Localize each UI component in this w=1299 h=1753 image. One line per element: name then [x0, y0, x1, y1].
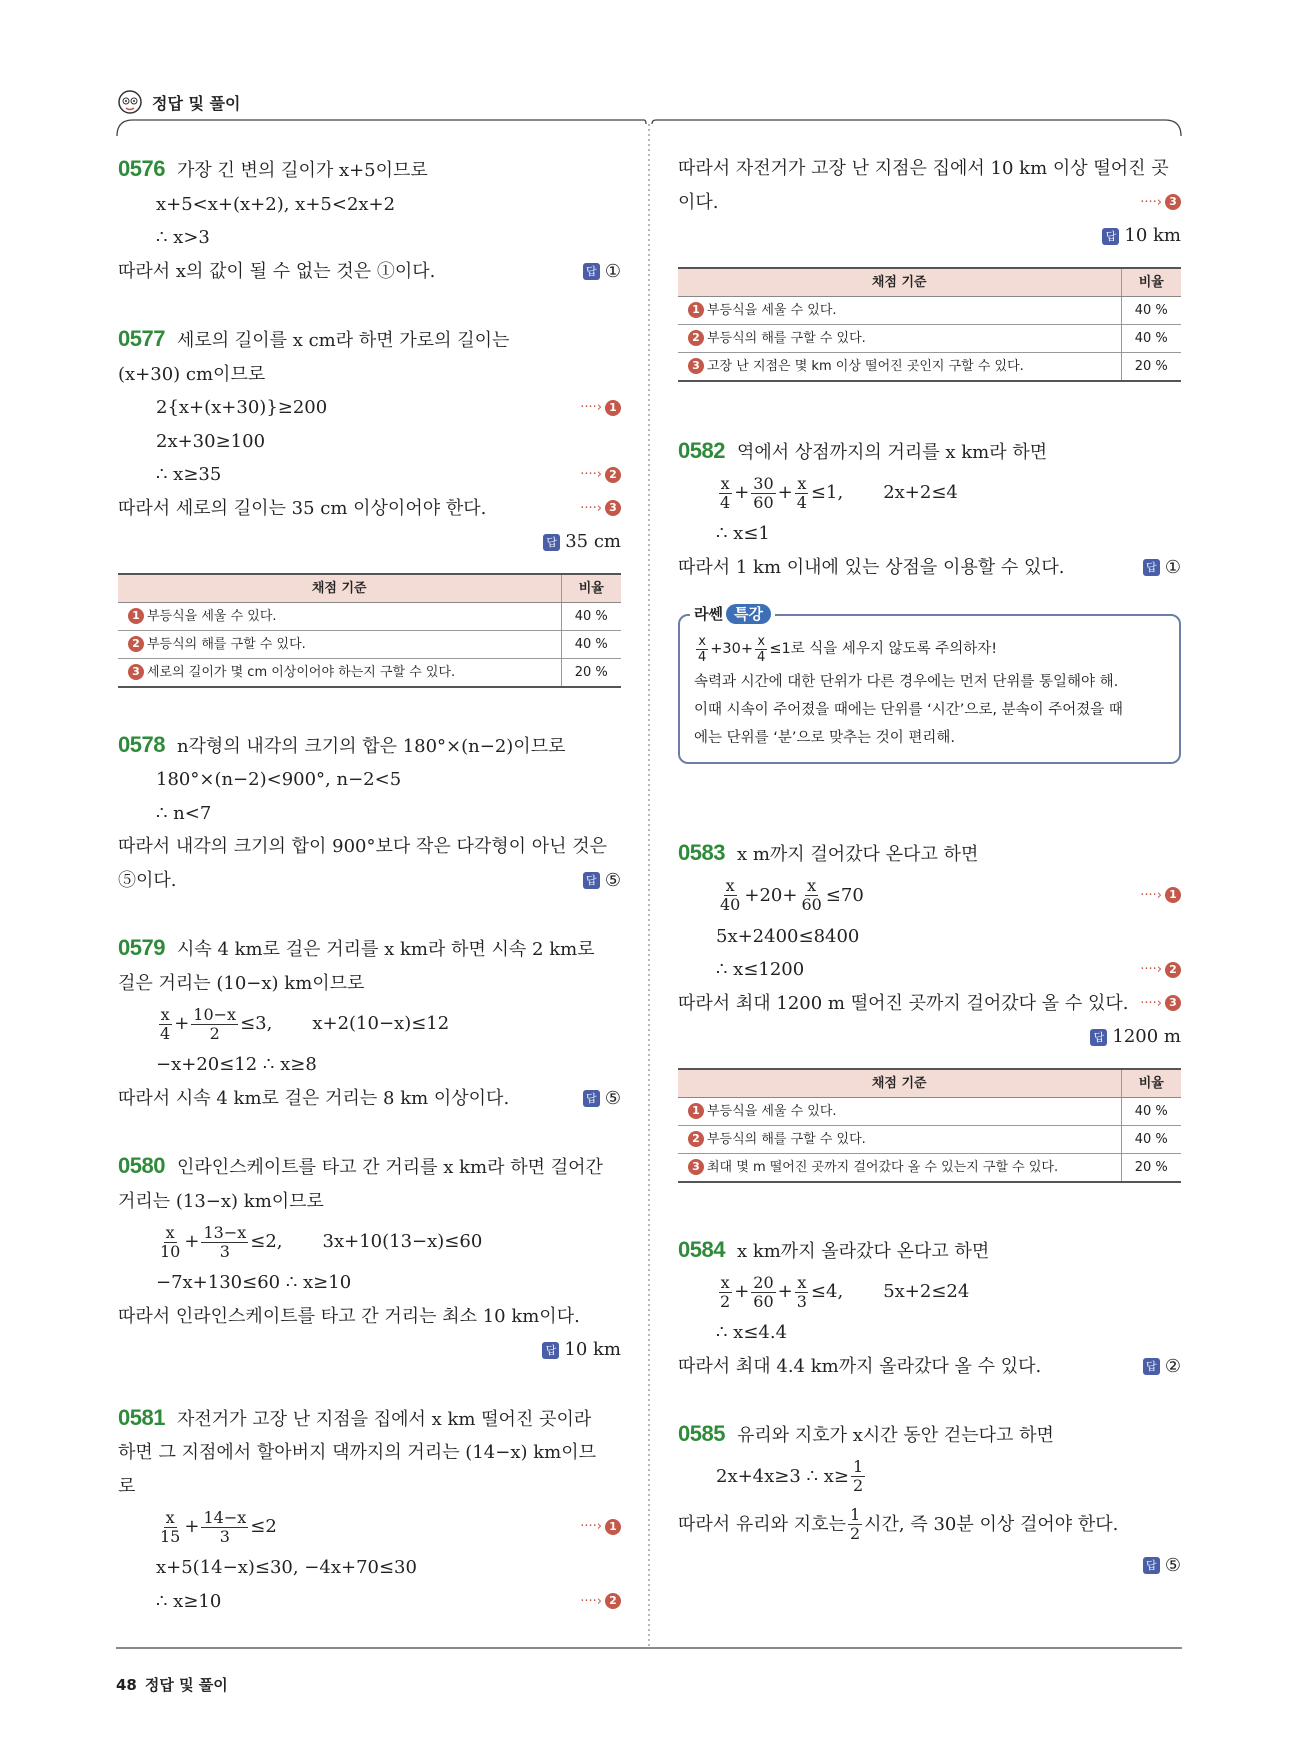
problem-0583 — [678, 836, 1181, 1183]
numerator: x — [757, 633, 766, 649]
ratio: 20 % — [1121, 352, 1181, 381]
answer — [678, 1549, 1181, 1583]
numerator: x — [165, 1222, 175, 1242]
problem-0584 — [678, 1233, 1181, 1384]
math-line: ∴ x≥35 — [156, 464, 222, 485]
numerator: 13−x — [203, 1222, 247, 1242]
arrow: ····› — [1140, 887, 1162, 903]
denominator: 4 — [757, 649, 766, 665]
math-text: 5x+2≤24 — [883, 1281, 970, 1303]
denominator: 2 — [849, 1524, 861, 1543]
numerator: x — [720, 1272, 730, 1292]
problem-text: n각형의 내각의 크기의 합은 180°×(n−2)이므로 — [176, 735, 566, 757]
step-1-icon: 1 — [605, 400, 621, 416]
math-line: −x+20≤12 ∴ x≥8 — [156, 1054, 317, 1075]
numerator: 1 — [849, 1505, 861, 1524]
math-line: $\frac{x}{4}$ + $\frac{10-x}{2}$ ≤3, x+2(10−x)≤12 — [160, 1004, 450, 1043]
math-line: $\frac{x}{2}$ + $\frac{20}{60}$ + $\frac{x}{3}$ ≤4, 5x+2≤24 — [720, 1272, 970, 1311]
math-line: $\frac{x}{15}$ + $\frac{14-x}{3}$ ≤2 ····› 1 — [118, 1503, 621, 1551]
arrow: ····› — [580, 1519, 602, 1535]
math-text: ≤70 — [825, 884, 864, 906]
conclusion: 따라서 세로의 길이는 35 cm 이상이어야 한다. — [118, 497, 487, 519]
fraction — [696, 634, 708, 665]
answer-icon: 답 — [543, 534, 560, 551]
problem-number: 0576 — [118, 156, 165, 181]
math-line: ∴ x≤1200 — [716, 959, 805, 980]
fraction — [751, 475, 775, 512]
math-text: ≤1, — [810, 482, 844, 504]
problem-0581-continued — [678, 152, 1181, 382]
mascot-icon — [116, 88, 144, 116]
answer-value: ⑤ — [604, 1087, 621, 1109]
fraction — [851, 1458, 865, 1495]
step-marker — [1140, 186, 1181, 220]
right-column — [678, 152, 1181, 1616]
table-header: 비율 — [561, 574, 621, 603]
answer — [678, 219, 1181, 253]
ratio: 20 % — [561, 658, 621, 687]
answer-icon: 답 — [1143, 1557, 1160, 1574]
step-2-icon: 2 — [128, 636, 144, 652]
math-text: 2x+4x≥3 ∴ x≥ — [716, 1465, 849, 1487]
numerator: x — [165, 1507, 175, 1527]
conclusion: 따라서 시속 4 km로 걸은 거리는 8 km 이상이다. — [118, 1087, 510, 1109]
denominator: 60 — [801, 895, 822, 914]
denominator: 60 — [753, 1291, 774, 1311]
fraction — [751, 1274, 775, 1311]
answer — [583, 864, 621, 898]
criterion: 최대 몇 m 떨어진 곳까지 걸어갔다 올 수 있는지 구할 수 있다. — [707, 1159, 1059, 1175]
numerator: x — [797, 473, 807, 493]
problem-text: 유리와 지호가 x시간 동안 걷는다고 하면 — [736, 1425, 1054, 1446]
scoring-table — [118, 573, 621, 688]
math-line: ∴ x≥10 — [156, 1590, 222, 1612]
table-row — [678, 324, 1181, 352]
step-marker — [1140, 953, 1181, 987]
problem-text: x km까지 올라갔다 온다고 하면 — [736, 1240, 990, 1262]
step-3-icon: 3 — [688, 1159, 704, 1175]
answer-icon: 답 — [1143, 559, 1160, 576]
criterion: 부등식을 세울 수 있다. — [707, 1103, 837, 1119]
arrow: ····› — [1140, 962, 1162, 977]
numerator: 20 — [753, 1272, 774, 1292]
answer-value: ① — [1164, 556, 1181, 578]
step-marker — [1140, 879, 1181, 913]
answer — [678, 1020, 1181, 1054]
table-row — [678, 1125, 1181, 1153]
step-1-icon: 1 — [128, 608, 144, 624]
answer-value: 10 km — [1124, 225, 1181, 246]
fraction — [201, 1509, 248, 1546]
fraction — [158, 1224, 182, 1261]
step-marker — [580, 1510, 621, 1544]
tip-text: 이때 시속이 주어졌을 때에는 단위를 ‘시간’으로, 분속이 주어졌을 때 — [694, 702, 1123, 718]
problem-0576 — [118, 152, 621, 288]
ratio: 40 % — [1121, 296, 1181, 324]
numerator: x — [797, 1272, 807, 1292]
criterion: 고장 난 지점은 몇 km 이상 떨어진 곳인지 구할 수 있다. — [707, 358, 1024, 374]
tip-badge-label: 라쎈 — [694, 605, 723, 623]
denominator: 3 — [796, 1291, 807, 1311]
criterion: 부등식을 세울 수 있다. — [147, 608, 277, 624]
arrow: ····› — [580, 400, 602, 415]
problem-text: 인라인스케이트를 타고 간 거리를 x km라 하면 걸어간 — [176, 1157, 603, 1178]
math-line: x+5<x+(x+2), x+5<2x+2 — [156, 193, 396, 215]
step-1-icon: 1 — [688, 302, 704, 318]
math-text: ≤2, — [250, 1231, 283, 1253]
answer-icon: 답 — [1090, 1029, 1107, 1046]
fraction — [191, 1006, 238, 1043]
tip-text: 속력과 시간에 대한 단위가 다른 경우에는 먼저 단위를 통일해야 해. — [694, 674, 1119, 690]
step-3-icon: 3 — [688, 358, 704, 374]
step-2-icon: 2 — [605, 1593, 621, 1609]
problem-0580 — [118, 1149, 621, 1367]
table-header: 채점 기준 — [678, 268, 1121, 297]
problem-0577 — [118, 322, 621, 688]
step-2-icon: 2 — [688, 330, 704, 346]
conclusion-text: 시간, 즉 30분 이상 걸어야 한다. — [864, 1513, 1119, 1535]
answer-icon: 답 — [1143, 1358, 1160, 1375]
denominator: 60 — [753, 492, 774, 512]
ratio: 40 % — [1121, 1125, 1181, 1153]
step-2-icon: 2 — [605, 467, 621, 483]
problem-text: 로 — [118, 1475, 136, 1497]
conclusion: 따라서 내각의 크기의 합이 900°보다 작은 다각형이 아닌 것은 — [118, 836, 608, 857]
answer-value: 1200 m — [1112, 1026, 1181, 1047]
answer — [118, 525, 621, 559]
answer — [1143, 1350, 1181, 1384]
fraction — [718, 1274, 732, 1311]
tip-box — [678, 605, 1181, 764]
left-column — [118, 152, 621, 1652]
fraction — [795, 475, 809, 512]
answer — [118, 1333, 621, 1367]
math-text: ≤3, — [240, 1013, 273, 1035]
math-line: 2{x+(x+30)}≥200 — [156, 397, 328, 418]
problem-number: 0585 — [678, 1421, 725, 1446]
math-line: ∴ n<7 — [156, 802, 212, 824]
fraction — [848, 1506, 862, 1543]
page-footer — [116, 1674, 228, 1695]
answer-value: ⑤ — [604, 869, 621, 891]
problem-text: 하면 그 지점에서 할아버지 댁까지의 거리는 (14−x) km이므 — [118, 1442, 596, 1463]
table-row — [678, 1097, 1181, 1125]
criterion: 세로의 길이가 몇 cm 이상이어야 하는지 구할 수 있다. — [147, 664, 456, 680]
scoring-table — [678, 1068, 1181, 1183]
denominator: 4 — [796, 492, 807, 512]
step-1-icon: 1 — [688, 1103, 704, 1119]
math-line — [678, 872, 1181, 920]
fraction — [718, 877, 742, 914]
problem-text: 시속 4 km로 걸은 거리를 x km라 하면 시속 2 km로 — [176, 939, 595, 960]
math-line: ∴ x≤4.4 — [716, 1322, 788, 1343]
problem-number: 0581 — [118, 1404, 165, 1430]
conclusion — [678, 1501, 1181, 1549]
table-header: 채점 기준 — [118, 574, 561, 603]
problem-number: 0579 — [118, 935, 165, 960]
conclusion: 따라서 최대 1200 m 떨어진 곳까지 걸어갔다 올 수 있다. — [678, 992, 1129, 1014]
tip-text: 에는 단위를 ‘분’으로 맞추는 것이 편리해. — [694, 730, 955, 746]
table-header: 채점 기준 — [678, 1069, 1121, 1098]
problem-text: 자전거가 고장 난 지점을 집에서 x km 떨어진 곳이라 — [176, 1408, 592, 1430]
criterion: 부등식의 해를 구할 수 있다. — [147, 636, 306, 652]
tip-text: +30+ — [710, 641, 754, 657]
answer-value: ② — [1164, 1355, 1181, 1377]
math-text: 3x+10(13−x)≤60 — [322, 1231, 483, 1253]
criterion: 부등식의 해를 구할 수 있다. — [707, 330, 866, 346]
table-row — [118, 658, 621, 687]
numerator: x — [160, 1004, 170, 1024]
header-title: 정답 및 풀이 — [152, 93, 241, 113]
fraction — [158, 1006, 172, 1043]
step-2-icon: 2 — [688, 1131, 704, 1147]
answer-icon: 답 — [583, 263, 600, 280]
math-text: +20+ — [744, 884, 798, 906]
fraction — [158, 1509, 182, 1546]
denominator: 3 — [219, 1526, 230, 1546]
numerator: x — [807, 876, 817, 895]
arrow: ····› — [1140, 194, 1162, 210]
conclusion: 따라서 자전거가 고장 난 지점은 집에서 10 km 이상 떨어진 곳 — [678, 158, 1169, 179]
ratio: 40 % — [561, 602, 621, 630]
fraction — [755, 634, 767, 665]
numerator: 30 — [753, 473, 774, 493]
step-3-icon: 3 — [128, 664, 144, 680]
math-text: 2x+2≤4 — [883, 482, 958, 504]
answer-value: 35 cm — [565, 531, 621, 552]
answer-icon: 답 — [1102, 228, 1119, 245]
step-marker — [580, 492, 621, 526]
problem-text: 역에서 상점까지의 거리를 x km라 하면 — [736, 441, 1048, 463]
arrow: ····› — [580, 500, 602, 516]
numerator: 10−x — [193, 1004, 237, 1024]
math-text: x+2(10−x)≤12 — [312, 1013, 450, 1035]
fraction — [201, 1224, 248, 1261]
denominator: 40 — [720, 895, 741, 914]
arrow: ····› — [580, 1593, 602, 1609]
denominator: 15 — [160, 1526, 181, 1546]
ratio: 40 % — [1121, 1097, 1181, 1125]
answer-value: ① — [604, 260, 621, 282]
step-3-icon: 3 — [605, 500, 621, 516]
problem-0579 — [118, 931, 621, 1115]
problem-number: 0580 — [118, 1153, 165, 1178]
table-header: 비율 — [1121, 1069, 1181, 1098]
table-header: 비율 — [1121, 268, 1181, 297]
step-marker — [580, 391, 621, 425]
step-1-icon: 1 — [605, 1519, 621, 1535]
answer — [583, 1082, 621, 1116]
denominator: 2 — [720, 1291, 731, 1311]
ratio: 40 % — [561, 630, 621, 658]
answer-value: 10 km — [564, 1339, 621, 1360]
conclusion: 따라서 x의 값이 될 수 없는 것은 ①이다. — [118, 260, 436, 282]
ratio: 20 % — [1121, 1153, 1181, 1182]
numerator: 1 — [852, 1457, 864, 1476]
problem-0581 — [118, 1401, 621, 1619]
table-row — [678, 296, 1181, 324]
tip-line — [694, 630, 1165, 668]
problem-text: (x+30) cm이므로 — [118, 363, 266, 385]
denominator: 3 — [219, 1241, 230, 1261]
problem-text: x m까지 걸어갔다 온다고 하면 — [736, 844, 979, 865]
answer-icon: 답 — [542, 1342, 559, 1359]
table-row — [678, 352, 1181, 381]
math-line: $\frac{x}{10}$ + $\frac{13-x}{3}$ ≤2, 3x+10(13−x)≤60 — [160, 1222, 483, 1261]
denominator: 4 — [698, 649, 707, 665]
numerator: x — [725, 876, 735, 895]
page-header — [116, 88, 240, 116]
numerator: x — [698, 633, 706, 649]
numerator: x — [720, 473, 730, 493]
math-text: ≤4, — [810, 1281, 844, 1303]
step-marker — [580, 458, 621, 492]
math-line: −7x+130≤60 ∴ x≥10 — [156, 1272, 352, 1293]
criterion: 부등식의 해를 구할 수 있다. — [707, 1131, 866, 1147]
denominator: 4 — [160, 1023, 171, 1043]
problem-text: 걸은 거리는 (10−x) km이므로 — [118, 972, 365, 994]
ratio: 40 % — [1121, 324, 1181, 352]
math-line: ∴ x≤1 — [716, 523, 770, 544]
arrow: ····› — [1140, 995, 1162, 1011]
tip-text: ≤1로 식을 세우지 않도록 주의하자! — [769, 641, 998, 657]
fraction — [799, 877, 823, 914]
problem-0578 — [118, 728, 621, 898]
conclusion: ⑤이다. — [118, 869, 177, 891]
math-text: ≤2 — [250, 1516, 277, 1538]
answer — [583, 255, 621, 289]
denominator: 4 — [720, 492, 731, 512]
problem-number: 0577 — [118, 326, 165, 351]
arrow: ····› — [580, 467, 602, 482]
denominator: 2 — [852, 1476, 864, 1495]
problem-number: 0582 — [678, 437, 725, 463]
page-number: 48 — [116, 1676, 137, 1694]
criterion: 부등식을 세울 수 있다. — [707, 302, 837, 318]
math-line: 180°×(n−2)<900°, n−2<5 — [156, 769, 402, 790]
step-3-icon: 3 — [1165, 995, 1181, 1011]
footer-title: 정답 및 풀이 — [144, 1676, 228, 1694]
fraction — [718, 475, 732, 512]
table-row — [118, 602, 621, 630]
table-row — [678, 1153, 1181, 1182]
problem-number: 0583 — [678, 840, 725, 865]
denominator: 10 — [160, 1241, 181, 1261]
problem-text: 세로의 길이를 x cm라 하면 가로의 길이는 — [176, 330, 510, 351]
conclusion-text: 따라서 유리와 지호는 — [678, 1513, 846, 1535]
problem-text: 가장 긴 변의 길이가 x+5이므로 — [176, 160, 428, 181]
math-line: 5x+2400≤8400 — [716, 925, 860, 947]
answer — [1143, 551, 1181, 585]
denominator: 2 — [209, 1023, 220, 1043]
math-line: 2x+30≥100 — [156, 430, 266, 452]
fraction — [795, 1274, 809, 1311]
answer-icon: 답 — [583, 1090, 600, 1107]
answer-value: ⑤ — [1164, 1554, 1181, 1576]
numerator: 14−x — [203, 1507, 247, 1527]
math-line — [678, 1453, 1181, 1501]
step-marker — [580, 1585, 621, 1619]
step-marker — [1140, 987, 1181, 1021]
math-line: $\frac{x}{4}$ + $\frac{30}{60}$ + $\frac{x}{4}$ ≤1, 2x+2≤4 — [720, 473, 958, 512]
problem-number: 0584 — [678, 1236, 725, 1262]
step-2-icon: 2 — [1165, 962, 1181, 978]
problem-0585 — [678, 1417, 1181, 1582]
step-1-icon: 1 — [1165, 887, 1181, 903]
table-row — [118, 630, 621, 658]
math-line: ∴ x>3 — [156, 227, 210, 248]
scoring-table — [678, 267, 1181, 382]
conclusion: 따라서 최대 4.4 km까지 올라갔다 올 수 있다. — [678, 1355, 1042, 1377]
conclusion: 따라서 인라인스케이트를 타고 간 거리는 최소 10 km이다. — [118, 1305, 580, 1327]
step-3-icon: 3 — [1165, 194, 1181, 210]
answer-icon: 답 — [583, 872, 600, 889]
conclusion: 이다. — [678, 191, 719, 213]
conclusion: 따라서 1 km 이내에 있는 상점을 이용할 수 있다. — [678, 556, 1065, 578]
problem-text: 거리는 (13−x) km이므로 — [118, 1190, 324, 1212]
problem-number: 0578 — [118, 731, 165, 757]
tip-badge — [690, 600, 775, 628]
math-line: x+5(14−x)≤30, −4x+70≤30 — [156, 1557, 417, 1578]
tip-badge-highlight: 특강 — [726, 604, 771, 624]
problem-0582 — [678, 434, 1181, 765]
